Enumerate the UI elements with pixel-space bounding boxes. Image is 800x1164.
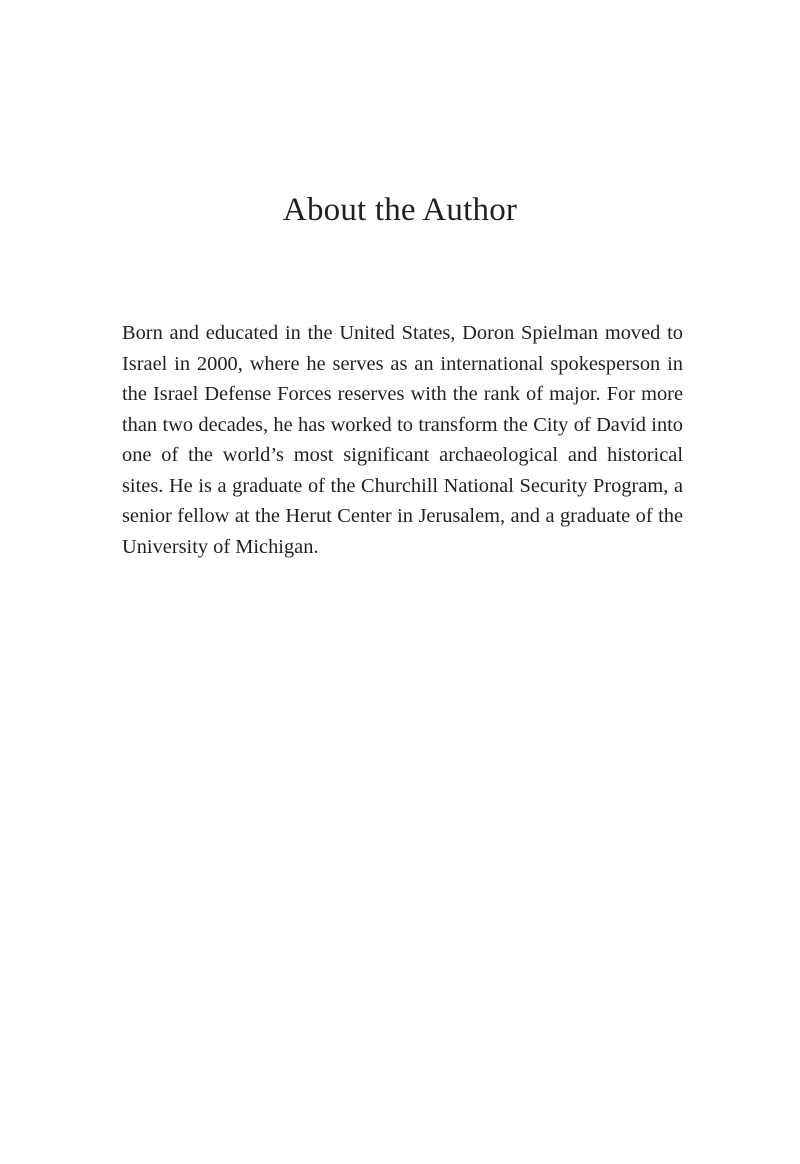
page-title: About the Author xyxy=(282,192,518,228)
author-bio-paragraph: Born and educated in the United States, Doron Spielman moved to Israel in 2000, where he serves as an international spokesperson in the Israel Defense Forces reserves with the rank of major. For more than two decades, he has worked to transform the City of David into one of the world’s most significant archaeological and historical sites. He is a graduate of the Churchill National Security Program, a senior fellow at the Herut Center in Jerusalem, and a graduate of the University of Michigan. xyxy=(122,322,683,558)
